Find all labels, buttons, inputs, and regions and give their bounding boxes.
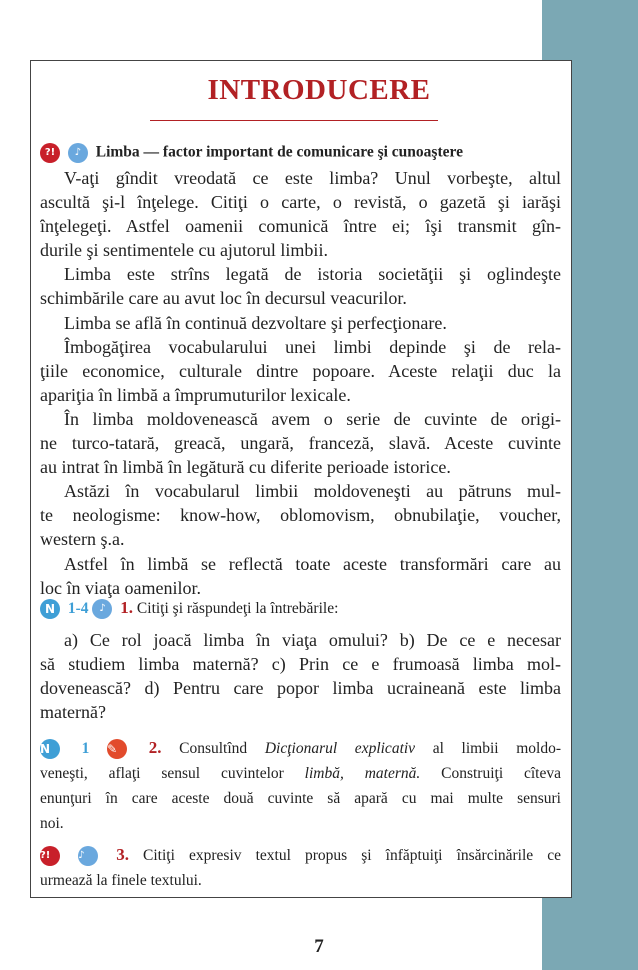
text-line: Îmbogăţirea vocabularului unei limbi depinde şi de rela- <box>64 336 561 357</box>
exercise-2-text: Consultînd <box>179 740 265 757</box>
text-line: înţelegeţi. Astfel oamenii comunică între ei; îşi transmit gîn- <box>40 216 561 237</box>
listen-icon: ♪ <box>78 846 98 866</box>
listen-icon: ♪ <box>68 143 88 163</box>
text-line: dovenească? d) Pentru care popor limba ucraineană este limba <box>40 678 561 699</box>
exercise-1-range: 1-4 <box>67 600 89 617</box>
intro-heading-text: Limba — factor important de comunicare şi cunoaştere <box>95 143 463 161</box>
text-line: durile şi sentimentele cu ajutorul limbii. <box>40 240 328 261</box>
exercise-1-body <box>40 628 561 724</box>
text-line: Limba este strîns legată de istoria societăţii şi oglindeşte <box>64 264 561 285</box>
exercise-3-header <box>40 842 561 868</box>
exercise-1-text: Citiţi şi răspundeţi la întrebările: <box>136 600 339 617</box>
text-line: loc în viaţa oamenilor. <box>40 577 201 598</box>
exercise-2-range: 1 <box>81 740 90 757</box>
text-line: schimbările care au avut loc în decursul veacurilor. <box>40 288 407 309</box>
exercise-2-header <box>40 735 561 761</box>
exercise-2-text-end: al limbii moldo- <box>415 740 561 757</box>
text-line: te neologisme: know-how, oblomovism, obnubilaţie, voucher, <box>40 505 561 526</box>
title-underline <box>150 120 438 121</box>
text-line: ţiile economice, culturale dintre popoare. Aceste relaţii duc la <box>40 360 561 381</box>
text-line: maternă? <box>40 702 106 723</box>
exercise-3-text: Citiţi expresiv textul propus şi înfăptuiţi însărcinările ce <box>143 847 561 864</box>
exercise-2-number: 2. <box>148 738 162 757</box>
text-line: a) Ce rol joacă limba în viaţa omului? b) De ce e necesar <box>64 630 561 650</box>
text-line: apariţia în limbă a împrumuturilor lexicale. <box>40 384 351 405</box>
exercise-1-header <box>40 598 338 619</box>
text-line: V-aţi gîndit vreodată ce este limba? Unul vorbeşte, altul <box>64 168 561 188</box>
question-icon: ?! <box>40 846 60 866</box>
text-line: western ş.a. <box>40 529 125 550</box>
dictionary-title: Dicţionarul explicativ <box>264 740 416 757</box>
page-title: INTRODUCERE <box>207 74 431 106</box>
text-line: enunţuri în care aceste două cuvinte să apară cu mai multe sensuri <box>40 790 561 807</box>
text-line: ascultă şi-l înţelege. Citiţi o carte, o revistă, o gazetă şi iarăşi <box>40 192 561 213</box>
question-icon: ?! <box>40 143 60 163</box>
text-line <box>40 761 561 786</box>
text-line: Astfel în limbă se reflectă toate aceste transformări care au <box>64 553 561 574</box>
page-number: 7 <box>314 936 324 957</box>
exercise-2 <box>40 735 561 836</box>
text-line: noi. <box>40 815 64 832</box>
text-line: au intrat în limbă în legătură cu diferite perioade istorice. <box>40 457 451 478</box>
text-line: Limba se află în continuă dezvoltare şi perfecţionare. <box>64 312 447 333</box>
text-line: În limba moldovenească avem o serie de cuvinte de origi- <box>64 408 561 429</box>
text-line: Astăzi în vocabularul limbii moldoveneşti au pătruns mul- <box>64 481 561 502</box>
text-line: ne turco-tatară, greacă, ungară, franceză, slavă. Aceste cuvinte <box>40 433 561 454</box>
exercise-3 <box>40 842 561 893</box>
italic-words: limbă, maternă. <box>304 765 421 782</box>
listen-icon: ♪ <box>92 599 112 619</box>
text-line: urmează la finele textului. <box>40 872 202 889</box>
intro-heading <box>40 143 463 163</box>
body-text <box>40 166 561 600</box>
exercise-1-number: 1. <box>120 598 134 617</box>
exercise-3-number: 3. <box>116 845 129 864</box>
n-icon: N <box>40 599 60 619</box>
n-icon: N <box>40 739 60 759</box>
pencil-icon: ✎ <box>107 739 127 759</box>
text-segment: veneşti, aflaţi sensul cuvintelor <box>40 765 305 782</box>
text-line: să studiem limba maternă? c) Prin ce e frumoasă limba mol- <box>40 654 561 675</box>
text-segment: Construiţi cîteva <box>420 765 561 782</box>
